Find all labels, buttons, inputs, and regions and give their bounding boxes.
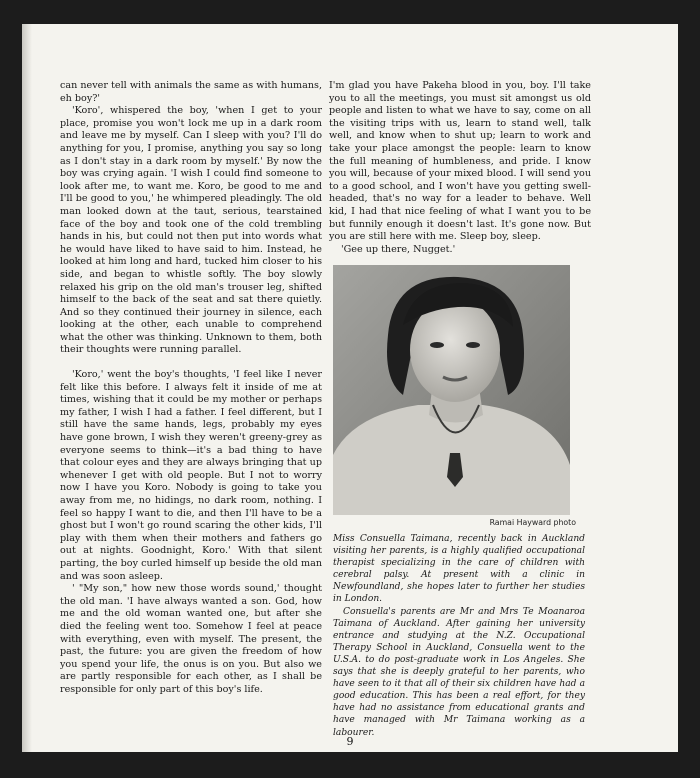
paragraph: ' "My son," how new those words sound,' thought the old man. 'I have always wanted a son. God, how me and the old woman wanted one, but after she died the feeling went too. Somehow I feel at peace with everything, even with myself. The present, the past, the future: you are given the freedom of how you spend your life, the onus is on you. But also we are partly responsible for each other, as I shall be responsible for only part of this boy's life. xyxy=(60,583,322,695)
paragraph: 'Koro,' went the boy's thoughts, 'I feel like I never felt like this before. I always felt it inside of me at times, wishing that it could be my mother or perhaps my father, I wish I had a father. I feel different, but I still have the same hands, legs, probably my eyes have gone brown, I wish they weren't greeny-grey as everyone seems to think—it's a bad thing to have that colour eyes and they are always bringing that up whenever I get with old people. But I not to worry now I have you Koro. Nobody is going to take you away from me, no hidings, no dark room, nothing. I feel so happy I want to die, and then I'll have to be a ghost but I won't go round scaring the other kids, I'll play with them when their mothers and fathers go out at nights. Goodnight, Koro.' With that silent parting, the boy curled himself up beside the old man and was soon asleep. xyxy=(60,369,322,582)
portrait-photo xyxy=(333,265,570,515)
caption-paragraph: Miss Consuella Taimana, recently back in Auckland visiting her parents, is a highly qualified occupational therapist specializing in the care of children with cerebral palsy. At present with a clinic in Newfoundland, she hopes later to further her studies in London. xyxy=(333,534,585,605)
photo-caption xyxy=(333,533,585,739)
page-gutter-shadow xyxy=(22,24,32,752)
paragraph: 'Koro', whispered the boy, 'when I get to your place, promise you won't lock me up in a dark room and leave me by myself. Can I sleep with you? I'll do anything for you, I promise, anything you say so long as I don't stay in a dark room by myself.' By now the boy was crying again. 'I wish I could find someone to look after me, to want me. Koro, be good to me and I'll be good to you,' he whimpered pleadingly. The old man looked down at the taut, serious, tearstained face of the boy and took one of the cold trembling hands in his, but could not then put into words what he would have liked to have said to him. Instead, he looked at him long and hard, tucked him closer to his side, and began to whistle softly. The boy slowly relaxed his grip on the old man's trouser leg, shifted himself to the back of the seat and sat there quietly. And so they continued their journey in silence, each looking at the other, each unable to comprehend what the other was thinking. Unknown to them, both their thoughts were running parallel. xyxy=(60,105,322,356)
right-text-column xyxy=(329,80,591,256)
photo-credit: Ramai Hayward photo xyxy=(489,518,576,527)
paragraph: can never tell with animals the same as with humans, eh boy?' xyxy=(60,80,322,104)
paragraph: I'm glad you have Pakeha blood in you, boy. I'll take you to all the meetings, you must sit amongst us old people and listen to what we have to say, come on all the visiting trips with us, learn to stand well, talk well, and know when to shut up; learn to work and take your place amongst the people: learn to know the full meaning of humbleness, and pride. I know you will, because of your mixed blood. I will send you to a good school, and I won't have you getting swell-headed, that's no way for a leader to behave. Well kid, I had that nice feeling of what I want you to be but funnily enough it doesn't last. It's gone now. But you are still here with me. Sleep boy, sleep. xyxy=(329,80,591,243)
caption-paragraph: Consuella's parents are Mr and Mrs Te Moanaroa Taimana of Auckland. After gaining her university entrance and studying at the N.Z. Occupational Therapy School in Auckland, Consuella went to the U.S.A. to do post-graduate work in Los Angeles. She says that she is deeply grateful to her parents, who have seen to it that all of their six children have had a good education. This has been a real effort, for they have had no assistance from educational grants and have managed with Mr Taimana working as a labourer. xyxy=(333,606,585,738)
paragraph: 'Gee up there, Nugget.' xyxy=(341,243,456,255)
left-text-column xyxy=(60,80,322,697)
page-number: 9 xyxy=(346,735,354,748)
